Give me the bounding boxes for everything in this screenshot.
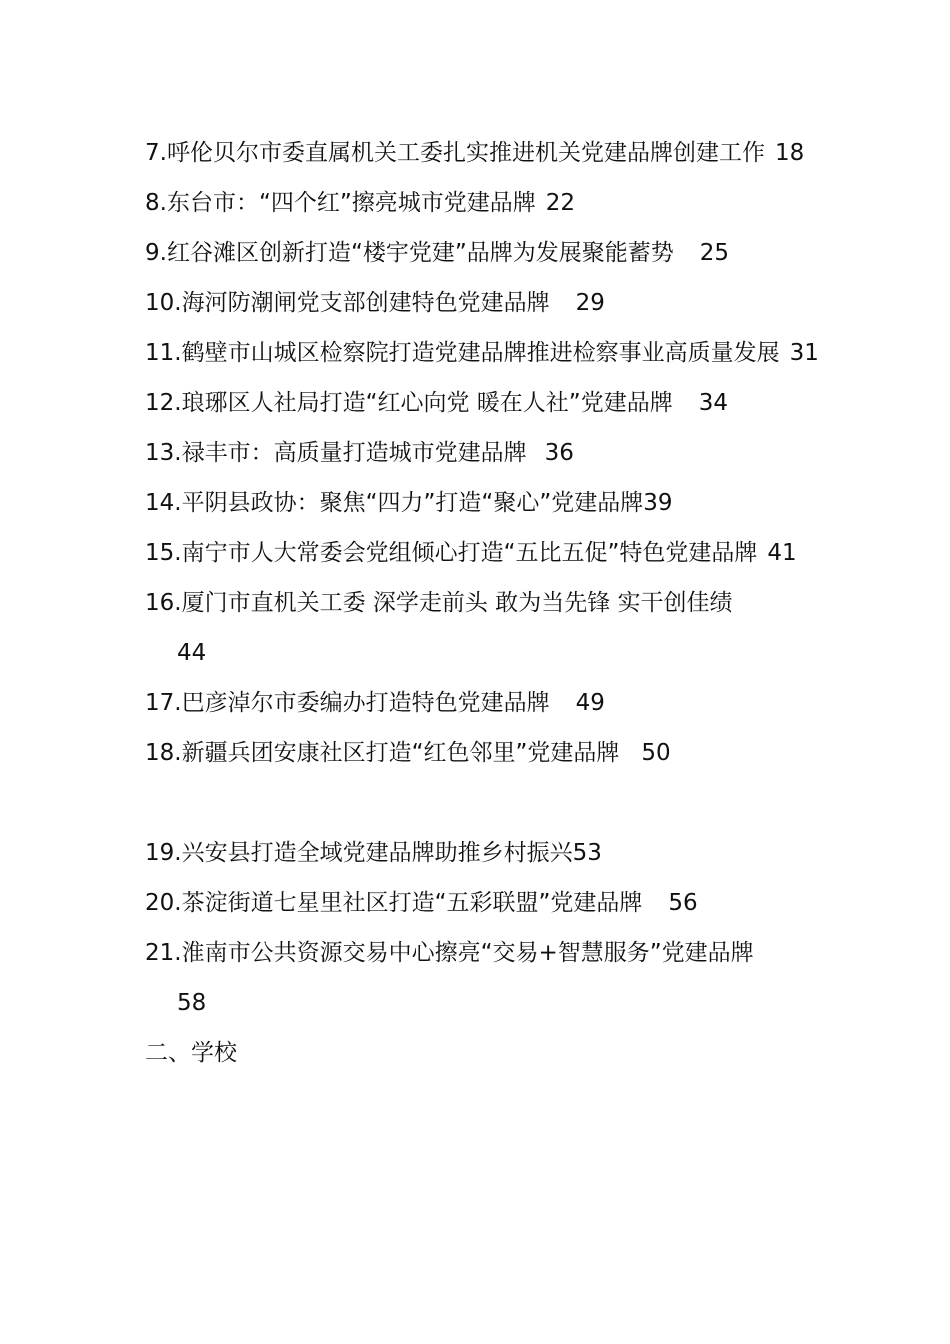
toc-entry-number: 20. <box>145 890 182 916</box>
toc-entry-page: 22 <box>545 190 576 216</box>
toc-entry-page: 34 <box>698 390 729 416</box>
toc-entry-13[interactable] <box>145 428 820 478</box>
toc-entry-number: 8. <box>145 190 167 216</box>
toc-entry-12[interactable] <box>145 378 820 428</box>
toc-entry-page: 31 <box>789 340 819 366</box>
toc-entry-title: 鹤壁市山城区检察院打造党建品牌推进检察事业高质量发展 <box>181 340 780 366</box>
toc-entry-14[interactable] <box>145 478 820 528</box>
toc-entry-18[interactable] <box>145 728 820 778</box>
toc-entry-page: 36 <box>544 440 574 466</box>
toc-entry-page: 50 <box>641 740 671 766</box>
table-of-contents <box>145 128 820 1078</box>
toc-entry-title: 厦门市直机关工委 深学走前头 敢为当先锋 实干创佳绩 <box>181 590 733 616</box>
toc-entry-title: 禄丰市：高质量打造城市党建品牌 <box>181 440 527 466</box>
toc-entry-page: 39 <box>643 490 673 516</box>
toc-entry-title: 新疆兵团安康社区打造“红色邻里”党建品牌 <box>181 740 620 766</box>
toc-entry-title: 兴安县打造全域党建品牌助推乡村振兴 <box>181 840 573 866</box>
toc-entry-title: 淮南市公共资源交易中心擦亮“交易+智慧服务”党建品牌 <box>181 940 754 966</box>
section-heading-schools: 二、学校 <box>145 1040 237 1066</box>
toc-entry-title: 东台市：“四个红”擦亮城市党建品牌 <box>166 190 536 216</box>
toc-entry-page: 44 <box>177 640 207 666</box>
toc-entry-number: 15. <box>145 540 182 566</box>
toc-entry-8[interactable] <box>145 178 820 228</box>
toc-entry-title: 琅琊区人社局打造“红心向党 暖在人社”党建品牌 <box>181 390 673 416</box>
toc-entry-10[interactable] <box>145 278 820 328</box>
toc-entry-number: 13. <box>145 440 182 466</box>
toc-entry-page: 25 <box>699 240 730 266</box>
toc-entry-title: 巴彦淖尔市委编办打造特色党建品牌 <box>181 690 550 716</box>
toc-entry-19[interactable] <box>145 828 820 878</box>
toc-entry-title: 海河防潮闸党支部创建特色党建品牌 <box>181 290 550 316</box>
toc-entry-number: 19. <box>145 840 182 866</box>
toc-entry-21[interactable] <box>145 928 820 1028</box>
toc-entry-9[interactable] <box>145 228 820 278</box>
toc-entry-title: 南宁市人大常委会党组倾心打造“五比五促”特色党建品牌 <box>181 540 758 566</box>
toc-entry-20[interactable] <box>145 878 820 928</box>
toc-entry-page: 18 <box>774 140 805 166</box>
toc-entry-number: 7. <box>145 140 167 166</box>
toc-entry-page: 53 <box>572 840 602 866</box>
toc-entry-number: 11. <box>145 340 182 366</box>
toc-entry-number: 21. <box>145 940 182 966</box>
toc-entry-title: 平阴县政协：聚焦“四力”打造“聚心”党建品牌 <box>181 490 644 516</box>
toc-entry-number: 16. <box>145 590 182 616</box>
toc-entry-title: 红谷滩区创新打造“楼宇党建”品牌为发展聚能蓄势 <box>166 240 674 266</box>
toc-entry-11[interactable] <box>145 328 820 378</box>
toc-entry-page: 29 <box>575 290 605 316</box>
toc-entry-16[interactable] <box>145 578 820 678</box>
toc-entry-title: 茶淀街道七星里社区打造“五彩联盟”党建品牌 <box>181 890 643 916</box>
blank-line <box>145 778 820 828</box>
toc-entry-number: 12. <box>145 390 182 416</box>
toc-entry-7[interactable] <box>145 128 820 178</box>
toc-entry-page: 56 <box>668 890 698 916</box>
toc-entry-number: 18. <box>145 740 182 766</box>
toc-entry-number: 14. <box>145 490 182 516</box>
toc-entry-page: 58 <box>177 990 207 1016</box>
toc-entry-page: 41 <box>767 540 797 566</box>
toc-entry-title: 呼伦贝尔市委直属机关工委扎实推进机关党建品牌创建工作 <box>166 140 765 166</box>
toc-entry-17[interactable] <box>145 678 820 728</box>
toc-entry-page: 49 <box>575 690 605 716</box>
toc-entry-number: 9. <box>145 240 167 266</box>
toc-entry-15[interactable] <box>145 528 820 578</box>
toc-entry-number: 10. <box>145 290 182 316</box>
toc-entry-number: 17. <box>145 690 182 716</box>
